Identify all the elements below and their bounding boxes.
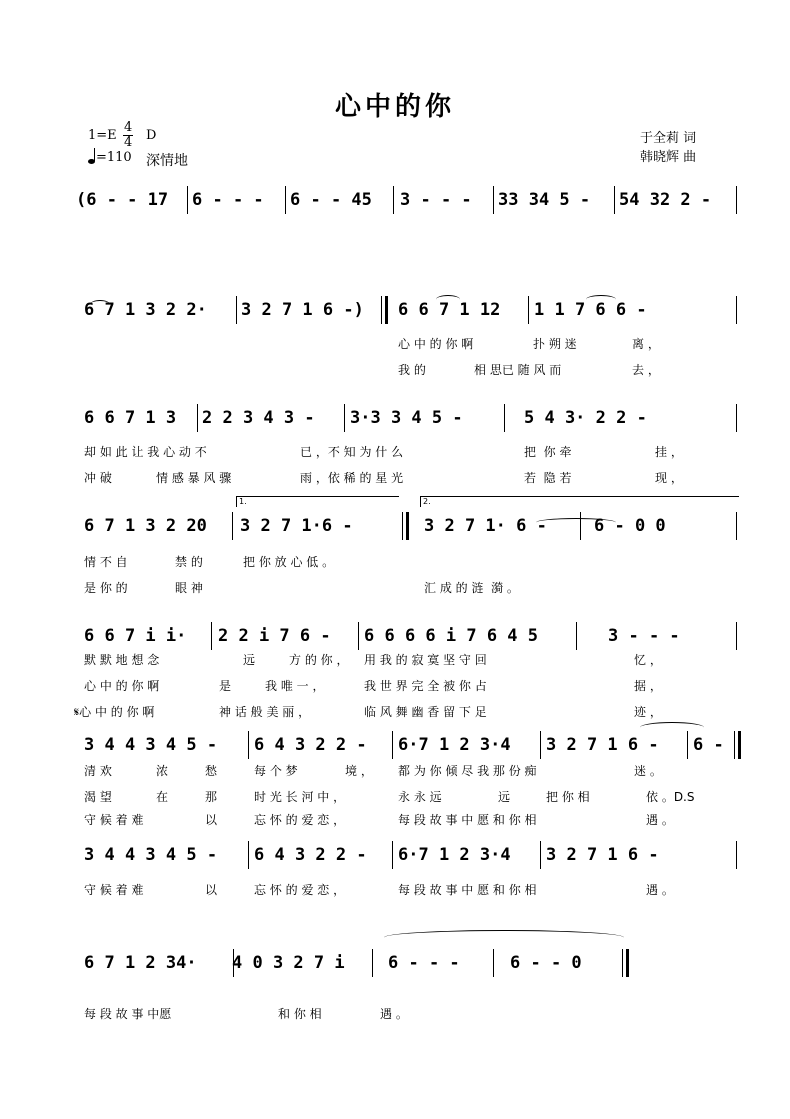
lyric-text: 挂 ， bbox=[655, 445, 683, 459]
score-line-5 bbox=[0, 616, 790, 656]
lyric-line bbox=[0, 881, 790, 899]
barline bbox=[687, 731, 688, 759]
lyric-text: 禁 的 bbox=[175, 555, 203, 569]
lyric-text: 遇 。 bbox=[646, 813, 674, 827]
barline bbox=[736, 404, 737, 432]
measure: 6 7 1 3 2 20 bbox=[84, 516, 207, 536]
repeat-end-barline bbox=[402, 512, 409, 540]
barline bbox=[392, 731, 393, 759]
repeat-start-barline bbox=[381, 296, 388, 324]
measure: 6 4 3 2 2 - bbox=[254, 845, 367, 865]
measure: 6 - - - bbox=[388, 953, 460, 973]
lyric-line bbox=[0, 788, 790, 806]
tempo-marking bbox=[88, 150, 132, 165]
measure: 6 6 7 i i· bbox=[84, 626, 187, 646]
lyric-text: 时 光 长 河 中 ， bbox=[254, 790, 346, 804]
lyric-line bbox=[0, 469, 790, 487]
measure: 3 2 7 1· 6 - bbox=[424, 516, 547, 536]
measure: 6 4 3 2 2 - bbox=[254, 735, 367, 755]
barline bbox=[736, 296, 737, 324]
measure: 3 2 7 1 6 -) bbox=[241, 300, 364, 320]
lyric-line bbox=[0, 762, 790, 780]
lyric-line bbox=[0, 1005, 790, 1023]
lyric-line bbox=[0, 677, 790, 695]
measure: (6 - - 17 bbox=[76, 190, 169, 210]
measure: 6 6 7 1 3 bbox=[84, 408, 177, 428]
barline bbox=[493, 186, 494, 214]
barline bbox=[372, 949, 373, 977]
measure: 3 - - - bbox=[608, 626, 680, 646]
lyric-text: 相 思已 随 风 而 bbox=[474, 363, 562, 377]
lyric-text: 去 ， bbox=[632, 363, 660, 377]
lyric-text: 以 bbox=[205, 883, 218, 897]
tie-mark bbox=[536, 518, 616, 527]
lyric-text: 情 感 暴 风 骤 bbox=[156, 471, 232, 485]
lyric-text: 扑 朔 迷 bbox=[533, 337, 577, 351]
lyric-line bbox=[0, 553, 790, 571]
lyric-text: 守 候 着 难 bbox=[84, 813, 144, 827]
measure: 5 4 3· 2 2 - bbox=[524, 408, 647, 428]
measure: 2 2 i 7 6 - bbox=[218, 626, 331, 646]
time-signature bbox=[123, 121, 133, 150]
key-signature: 1=E bbox=[88, 128, 117, 143]
lyric-text: 眼 神 bbox=[175, 581, 203, 595]
measure: 6 - - 0 bbox=[510, 953, 582, 973]
measure: 6 6 6 6 i 7 6 4 5 bbox=[364, 626, 538, 646]
lyric-text: 遇 。 bbox=[646, 883, 674, 897]
measure: 54 32 2 - bbox=[619, 190, 712, 210]
lyric-text: 据 ， bbox=[634, 679, 662, 693]
tempo-value: =110 bbox=[96, 150, 132, 165]
barline bbox=[736, 841, 737, 869]
tie-mark bbox=[586, 295, 616, 304]
barline bbox=[736, 186, 737, 214]
barline bbox=[187, 186, 188, 214]
lyric-text: 境 ， bbox=[345, 764, 373, 778]
lyric-text: 迹 ， bbox=[634, 705, 662, 719]
lyric-text: 我 唯 一 ， bbox=[265, 679, 325, 693]
lyric-text: 每 段 故 事 中 愿 和 你 相 bbox=[398, 813, 537, 827]
barline bbox=[393, 186, 394, 214]
lyric-text: 那 bbox=[205, 790, 218, 804]
time-signature-bottom: 4 bbox=[124, 135, 133, 150]
lyric-text: 心 中 的 你 啊 bbox=[398, 337, 474, 351]
second-ending-bracket: 2. bbox=[420, 496, 739, 507]
measure: 6·7 1 2 3·4 bbox=[398, 735, 511, 755]
barline bbox=[540, 731, 541, 759]
composer-credit: 韩晓辉 曲 bbox=[640, 150, 697, 165]
barline bbox=[232, 512, 233, 540]
measure: 3 4 4 3 4 5 - bbox=[84, 735, 218, 755]
measure: 3·3 3 4 5 - bbox=[350, 408, 463, 428]
tie-mark bbox=[640, 722, 704, 733]
score-line-4 bbox=[0, 506, 790, 546]
barline bbox=[285, 186, 286, 214]
measure: 3 4 4 3 4 5 - bbox=[84, 845, 218, 865]
score-line-3 bbox=[0, 398, 790, 438]
lyric-line bbox=[0, 811, 790, 829]
lyric-text: 默 默 地 想 念 bbox=[84, 653, 160, 667]
lyric-text: 依 。D.S bbox=[646, 790, 695, 804]
barline bbox=[392, 841, 393, 869]
barline bbox=[736, 512, 737, 540]
measure: 6 - - 45 bbox=[290, 190, 372, 210]
measure: 6 - 0 0 bbox=[594, 516, 666, 536]
lyric-text: 把 你 相 bbox=[546, 790, 590, 804]
measure: 4 0 3 2 7 i bbox=[232, 953, 345, 973]
lyric-line bbox=[0, 651, 790, 669]
lyric-text: 清 欢 bbox=[84, 764, 112, 778]
lyric-text: 心 中 的 你 啊 bbox=[84, 679, 160, 693]
barline bbox=[614, 186, 615, 214]
lyric-text: 离 ， bbox=[632, 337, 660, 351]
barline bbox=[344, 404, 345, 432]
lyric-text: 都 为 你 倾 尽 我 那 份 痴 bbox=[398, 764, 537, 778]
measure: 3 2 7 1 6 - bbox=[546, 845, 659, 865]
lyric-text: 远 bbox=[243, 653, 256, 667]
lyric-text: 渴 望 bbox=[84, 790, 112, 804]
lyric-text: 𝄋心 中 的 你 啊 bbox=[74, 705, 155, 719]
lyricist-credit: 于全莉 词 bbox=[640, 131, 697, 146]
lyric-text: 是 你 的 bbox=[84, 581, 128, 595]
lyric-text: 把 你 放 心 低 。 bbox=[243, 555, 335, 569]
measure: 6 7 1 2 34· bbox=[84, 953, 197, 973]
lyric-text: 每 段 故 事 中 愿 和 你 相 bbox=[398, 883, 537, 897]
lyric-text: 在 bbox=[156, 790, 169, 804]
lyric-text: 以 bbox=[205, 813, 218, 827]
tie-mark bbox=[90, 300, 110, 309]
lyric-text: 汇 成 的 涟 漪 。 bbox=[424, 581, 519, 595]
lyric-line bbox=[0, 443, 790, 461]
lyric-text: 神 话 般 美 丽 ， bbox=[219, 705, 311, 719]
lyric-text: 雨 ，依 稀 的 星 光 bbox=[300, 471, 404, 485]
barline bbox=[211, 622, 212, 650]
measure: 6 6 7 1 12 bbox=[398, 300, 501, 320]
barline bbox=[248, 841, 249, 869]
barline bbox=[576, 622, 577, 650]
lyric-line bbox=[0, 361, 790, 379]
expression-marking: 深情地 bbox=[146, 153, 188, 169]
final-barline bbox=[622, 949, 629, 977]
lyric-text: 方 的 你 ， bbox=[289, 653, 349, 667]
measure: 1 1 7 6 6 - bbox=[534, 300, 647, 320]
lyric-text: 情 不 自 bbox=[84, 555, 128, 569]
lyric-text: 忘 怀 的 爱 恋 ， bbox=[254, 813, 346, 827]
score-line-7 bbox=[0, 835, 790, 875]
measure: 6·7 1 2 3·4 bbox=[398, 845, 511, 865]
barline bbox=[736, 622, 737, 650]
lyric-text: 我 世 界 完 全 被 你 占 bbox=[364, 679, 487, 693]
lyric-text: 远 bbox=[498, 790, 511, 804]
lyric-text: 守 候 着 难 bbox=[84, 883, 144, 897]
lyric-text: 冲 破 bbox=[84, 471, 112, 485]
time-signature-top: 4 bbox=[124, 120, 133, 135]
lyric-line bbox=[0, 579, 790, 597]
measure: 3 - - - bbox=[400, 190, 472, 210]
repeat-end-barline bbox=[734, 731, 741, 759]
quarter-note-icon bbox=[88, 159, 95, 164]
lyric-text: 把 你 牵 bbox=[524, 445, 572, 459]
lyric-text: 和 你 相 bbox=[278, 1007, 322, 1021]
lyric-line bbox=[0, 703, 790, 721]
lyric-text: 现 ， bbox=[655, 471, 683, 485]
barline bbox=[197, 404, 198, 432]
measure: 6 - bbox=[693, 735, 724, 755]
measure: 6 - - - bbox=[192, 190, 264, 210]
lyric-text: 浓 bbox=[156, 764, 169, 778]
lyric-text: 是 bbox=[219, 679, 232, 693]
lyric-text: 永 永 远 bbox=[398, 790, 442, 804]
first-ending-bracket: 1. bbox=[236, 496, 399, 507]
score-line-1 bbox=[0, 180, 790, 220]
lyric-text: 愁 bbox=[205, 764, 218, 778]
barline bbox=[358, 622, 359, 650]
tie-mark bbox=[384, 930, 624, 945]
measure: 6 7 1 3 2 2· bbox=[84, 300, 207, 320]
lyric-text: 已 ，不 知 为 什 么 bbox=[300, 445, 404, 459]
lyric-text: 我 的 bbox=[398, 363, 426, 377]
barline bbox=[493, 949, 494, 977]
lyric-text: 用 我 的 寂 寞 坚 守 回 bbox=[364, 653, 487, 667]
lyric-line bbox=[0, 335, 790, 353]
lyric-text: 却 如 此 让 我 心 动 不 bbox=[84, 445, 207, 459]
barline bbox=[236, 296, 237, 324]
measure: 3 2 7 1·6 - bbox=[240, 516, 353, 536]
score-line-8 bbox=[0, 943, 790, 983]
lyric-text: 临 风 舞 幽 香 留 下 足 bbox=[364, 705, 487, 719]
measure: 3 2 7 1 6 - bbox=[546, 735, 659, 755]
tie-mark bbox=[436, 295, 460, 304]
measure: 33 34 5 - bbox=[498, 190, 591, 210]
barline bbox=[504, 404, 505, 432]
score-line-2 bbox=[0, 290, 790, 330]
lyric-text: 每 个 梦 bbox=[254, 764, 298, 778]
lyric-text: 每 段 故 事 中愿 bbox=[84, 1007, 172, 1021]
barline bbox=[540, 841, 541, 869]
lyric-text: 迷 。 bbox=[634, 764, 662, 778]
barline bbox=[528, 296, 529, 324]
lyric-text: 忘 怀 的 爱 恋 ， bbox=[254, 883, 346, 897]
song-title: 心中的你 bbox=[334, 92, 455, 122]
barline bbox=[248, 731, 249, 759]
lyric-text: 若 隐 若 bbox=[524, 471, 572, 485]
lyric-text: 遇 。 bbox=[380, 1007, 408, 1021]
key-letter: D bbox=[146, 128, 157, 143]
lyric-text: 忆 ， bbox=[634, 653, 662, 667]
measure: 2 2 3 4 3 - bbox=[202, 408, 315, 428]
